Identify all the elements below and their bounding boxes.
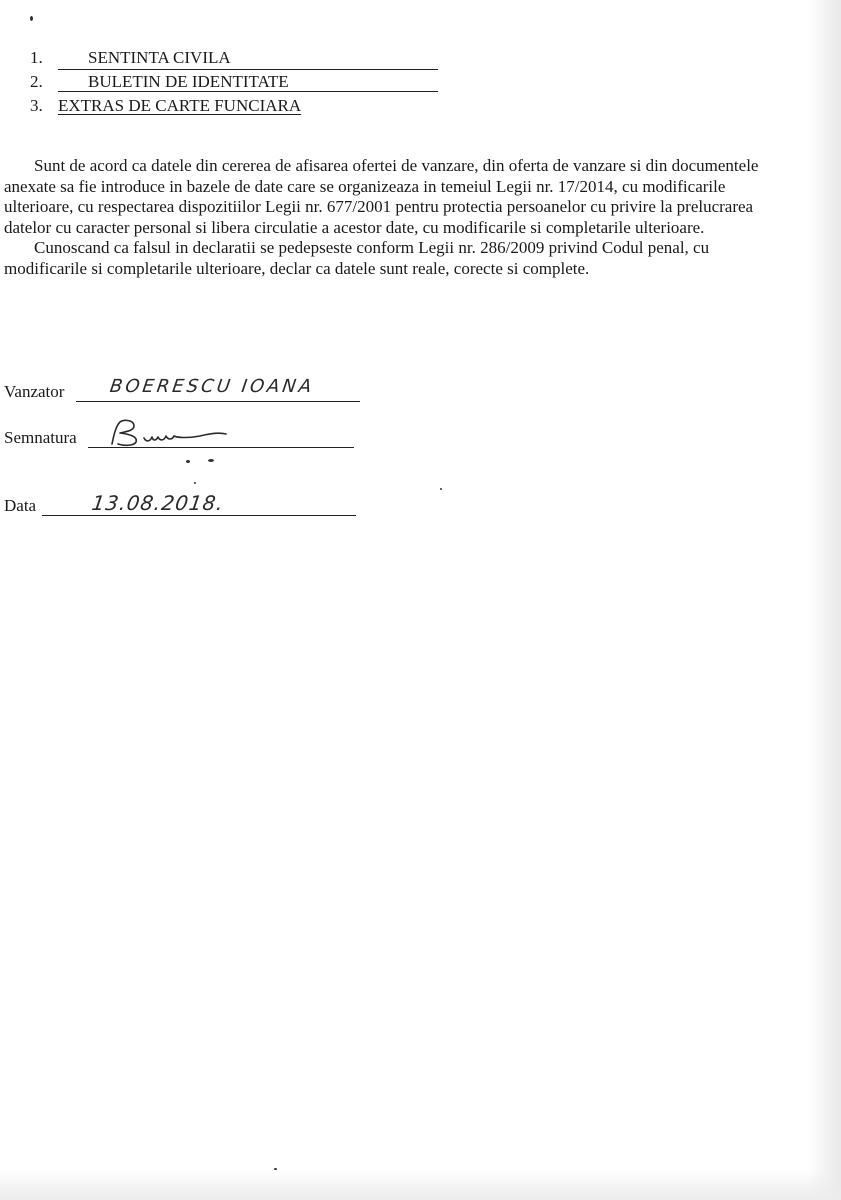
scan-shadow-bottom bbox=[0, 1170, 841, 1200]
enclosure-number: 1. bbox=[30, 48, 43, 67]
consent-paragraph-data-processing: Sunt de acord ca datele din cererea de afisarea ofertei de vanzare, din oferta de vanzare si din documentele anexate sa fie introduce in bazele de date care se organizeaza in temeiul Legii nr. 17/2014, cu modificarile ulterioare, cu respectarea dispozitiilor Legii nr. 677/2001 pentru protectia persoanelor cu privire la prelucrarea datelor cu caracter personal si libera circulatie a acestor date, cu modificarile si completarile ulterioare. bbox=[4, 156, 759, 237]
scan-speck bbox=[186, 460, 190, 463]
enclosure-item bbox=[30, 48, 450, 72]
seller-field bbox=[4, 374, 364, 404]
handwritten-signature-mark bbox=[104, 416, 234, 450]
consent-paragraph-truthfulness: Cunoscand ca falsul in declaratii se pedepseste conform Legii nr. 286/2009 privind Codul penal, cu modificarile si completarile ulterioare, declar ca datele sunt reale, corecte si complete. bbox=[4, 238, 710, 278]
date-field bbox=[4, 488, 364, 518]
seller-name-handwritten: BOERESCU IOANA bbox=[108, 376, 316, 397]
scan-shadow-right bbox=[807, 0, 841, 1200]
scan-speck bbox=[194, 482, 196, 484]
enclosure-list bbox=[30, 48, 450, 120]
enclosure-item bbox=[30, 72, 450, 96]
enclosure-item bbox=[30, 96, 450, 120]
scan-speck bbox=[208, 459, 214, 462]
enclosure-label: BULETIN DE IDENTITATE bbox=[88, 72, 289, 91]
enclosure-number: 2. bbox=[30, 72, 43, 91]
consent-declaration bbox=[4, 156, 760, 279]
signature-label: Semnatura bbox=[4, 428, 77, 447]
enclosure-underline bbox=[58, 69, 438, 70]
seller-label: Vanzator bbox=[4, 382, 65, 401]
date-value-handwritten: 13.08.2018. bbox=[90, 491, 226, 515]
enclosure-number: 3. bbox=[30, 96, 43, 115]
date-line bbox=[42, 515, 356, 516]
date-label: Data bbox=[4, 496, 37, 515]
enclosure-label: EXTRAS DE CARTE FUNCIARA bbox=[58, 96, 302, 115]
enclosure-label: SENTINTA CIVILA bbox=[88, 48, 231, 67]
scan-speck bbox=[274, 1168, 277, 1170]
seller-line bbox=[76, 401, 360, 402]
signature-field bbox=[4, 420, 364, 450]
scan-speck bbox=[30, 16, 33, 21]
scan-speck bbox=[440, 488, 442, 490]
